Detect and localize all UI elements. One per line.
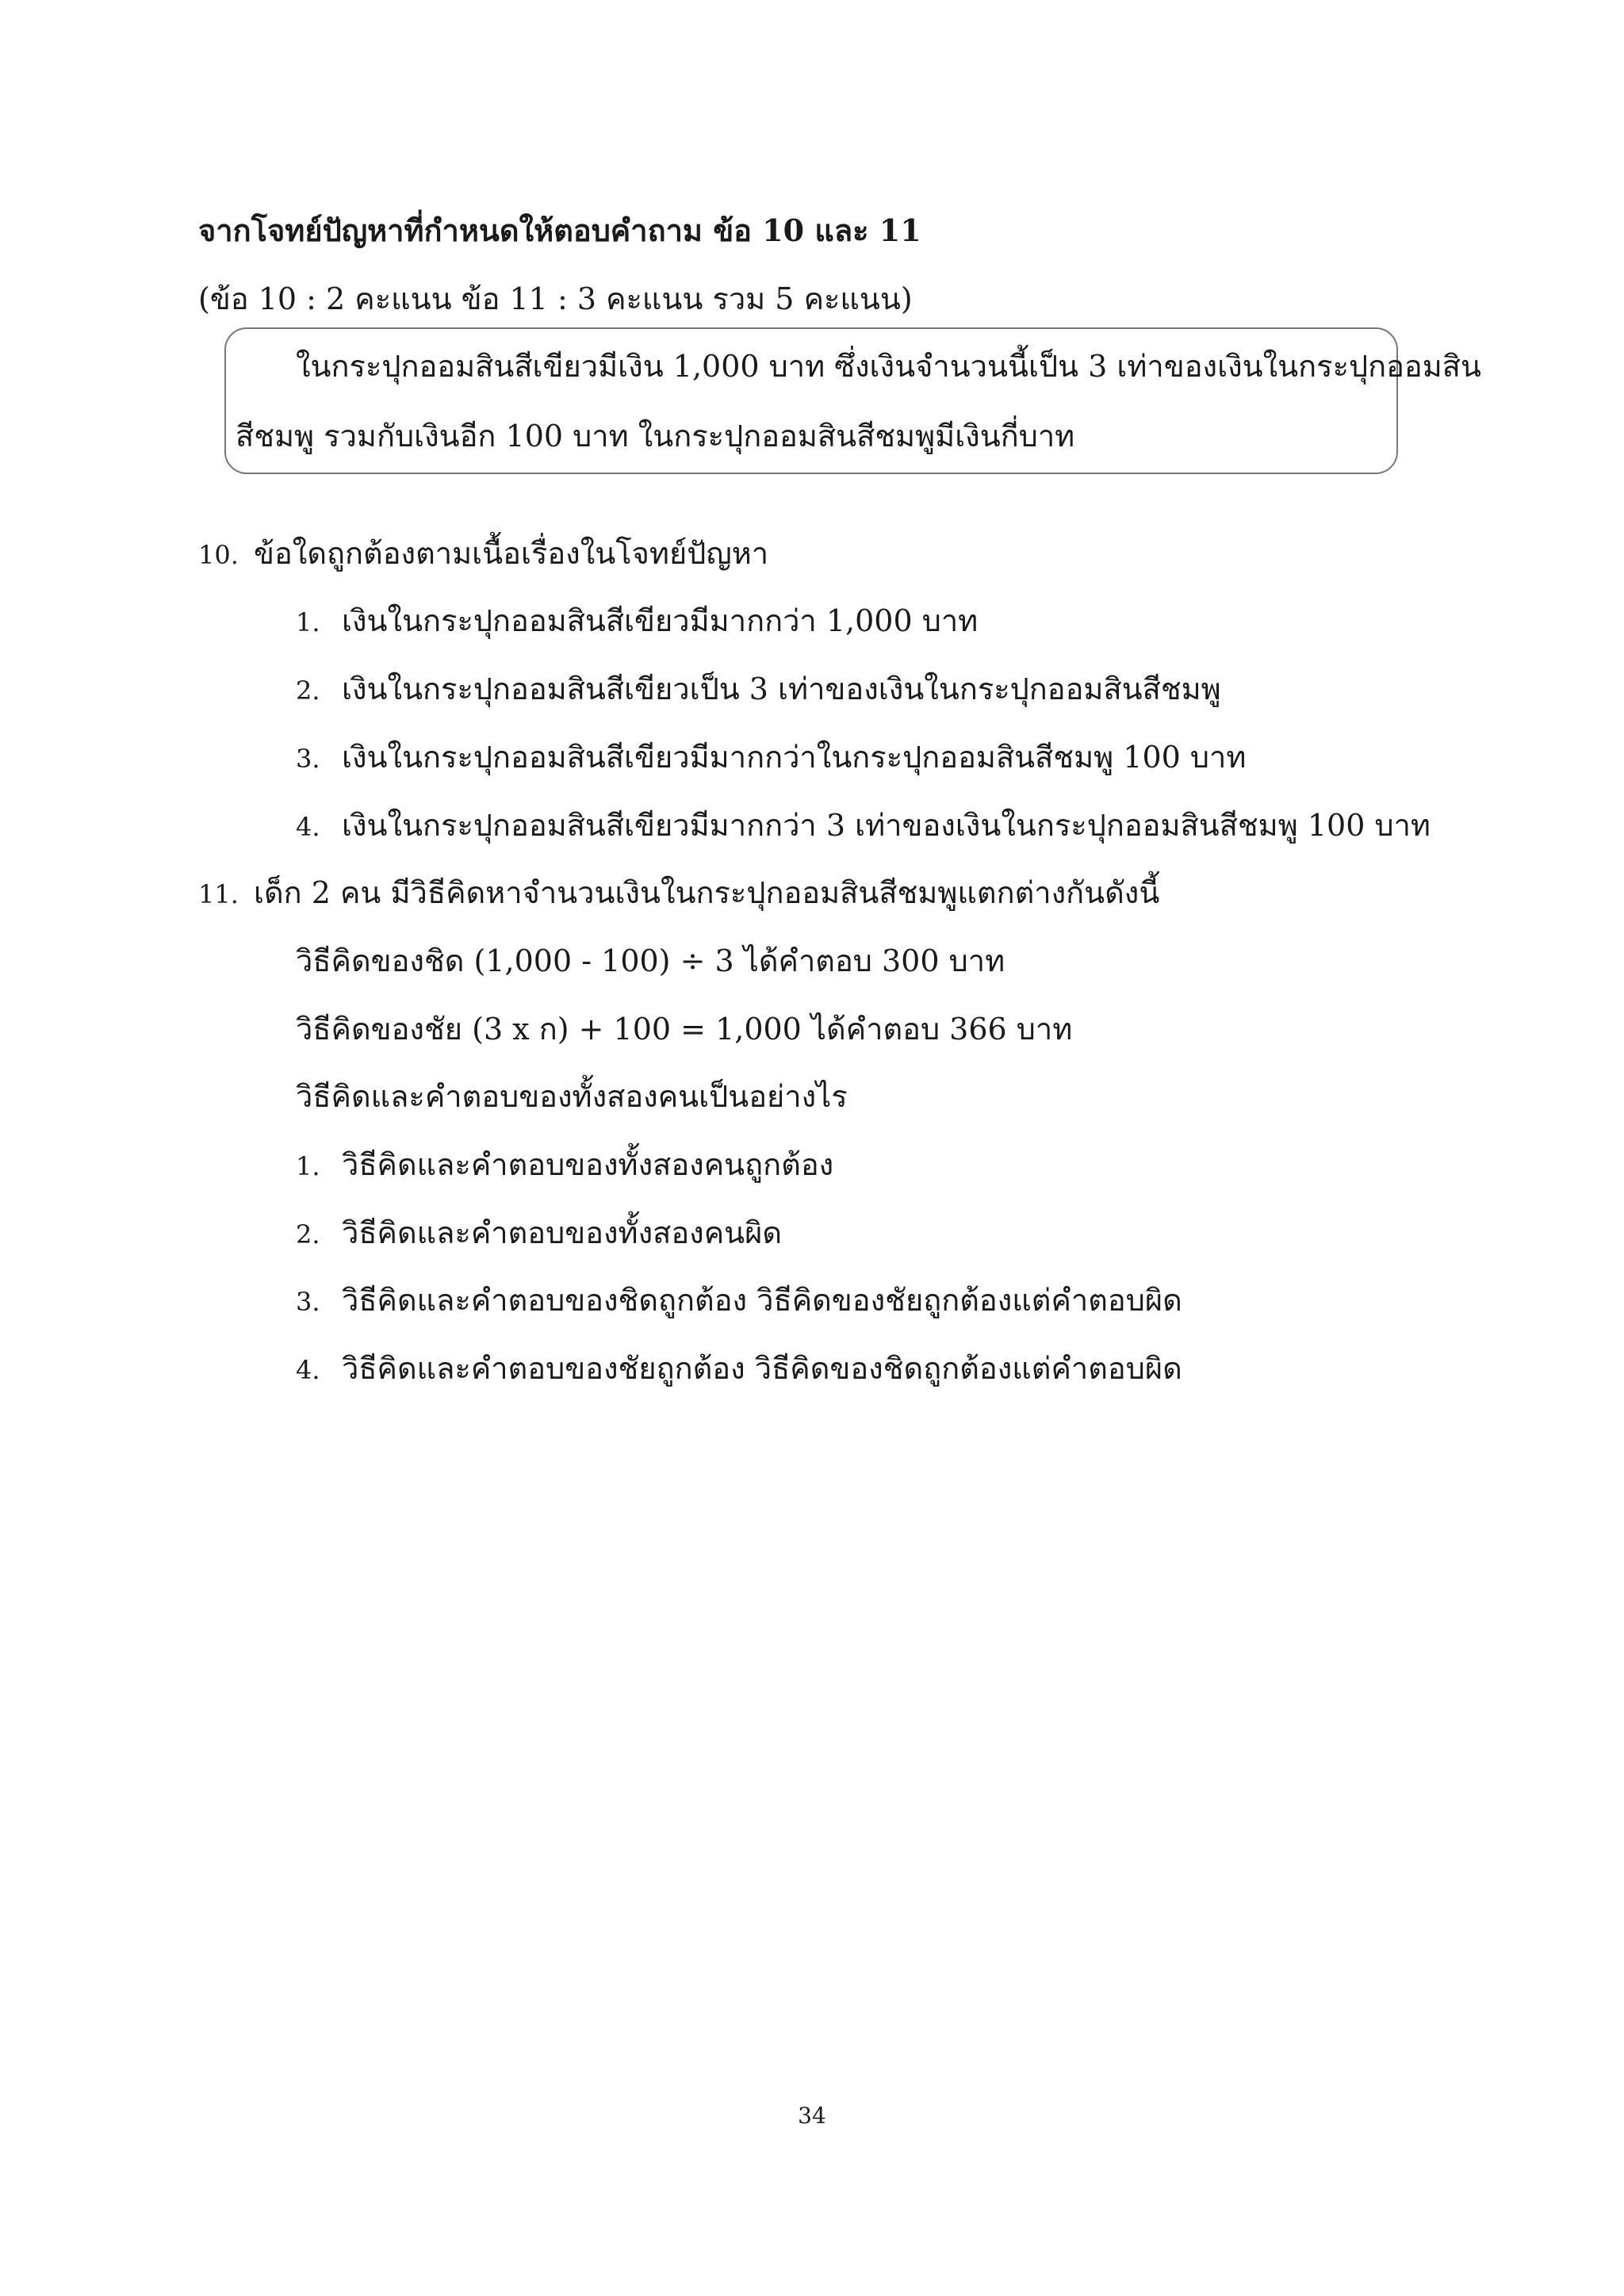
q11-choice-3 (296, 1280, 1182, 1322)
choice-text: เงินในกระปุกออมสินสีเขียวมีมากกว่า 1,000 บาท (342, 603, 979, 638)
q11-choice-1 (296, 1145, 833, 1186)
question-number: 10. (198, 540, 239, 570)
method-chid: วิธีคิดของชิด (1,000 - 100) ÷ 3 ได้คำตอบ 300 บาท (296, 943, 1005, 978)
q10-choice-2 (296, 669, 1221, 710)
question-number: 11. (198, 879, 239, 909)
question-10 (198, 534, 768, 575)
choice-text: เงินในกระปุกออมสินสีเขียวมีมากกว่าในกระปุกออมสินสีชมพู 100 บาท (342, 740, 1247, 775)
q11-prompt: วิธีคิดและคำตอบของทั้งสองคนเป็นอย่างไร (296, 1079, 848, 1114)
q11-choice-4 (296, 1349, 1182, 1390)
choice-number: 3. (296, 1287, 320, 1317)
choice-text: วิธีคิดและคำตอบของชิดถูกต้อง วิธีคิดของชัยถูกต้องแต่คำตอบผิด (342, 1283, 1182, 1318)
q10-choice-3 (296, 737, 1246, 779)
section-title: จากโจทย์ปัญหาที่กำหนดให้ตอบคำถาม ข้อ 10 และ 11 (198, 212, 921, 248)
passage-line-2: สีชมพู รวมกับเงินอีก 100 บาท ในกระปุกออมสินสีชมพูมีเงินกี่บาท (236, 419, 1075, 453)
choice-text: เงินในกระปุกออมสินสีเขียวมีมากกว่า 3 เท่าของเงินในกระปุกออมสินสีชมพู 100 บาท (342, 808, 1431, 843)
choice-number: 4. (296, 1355, 320, 1385)
q10-choice-1 (296, 601, 978, 642)
choice-text: เงินในกระปุกออมสินสีเขียวเป็น 3 เท่าของเงินในกระปุกออมสินสีชมพู (342, 672, 1221, 706)
choice-number: 1. (296, 607, 320, 637)
choice-text: วิธีคิดและคำตอบของทั้งสองคนผิด (342, 1215, 783, 1250)
score-note: (ข้อ 10 : 2 คะแนน ข้อ 11 : 3 คะแนน รวม 5 คะแนน) (198, 281, 913, 316)
choice-text: วิธีคิดและคำตอบของชัยถูกต้อง วิธีคิดของชิดถูกต้องแต่คำตอบผิด (342, 1351, 1182, 1386)
choice-number: 4. (296, 812, 320, 842)
question-11 (198, 873, 1159, 914)
choice-number: 2. (296, 1219, 320, 1249)
question-text: เด็ก 2 คน มีวิธีคิดหาจำนวนเงินในกระปุกออมสินสีชมพูแตกต่างกันดังนี้ (254, 875, 1160, 910)
choice-number: 1. (296, 1151, 320, 1181)
q11-choice-2 (296, 1213, 782, 1254)
passage-line-1: ในกระปุกออมสินสีเขียวมีเงิน 1,000 บาท ซึ่งเงินจำนวนนี้เป็น 3 เท่าของเงินในกระปุกออมสิน (296, 349, 1481, 384)
choice-number: 3. (296, 744, 320, 774)
page-number: 34 (798, 2103, 826, 2129)
method-chai: วิธีคิดของชัย (3 x ก) + 100 = 1,000 ได้คำตอบ 366 บาท (296, 1012, 1073, 1047)
question-text: ข้อใดถูกต้องตามเนื้อเรื่องในโจทย์ปัญหา (254, 536, 769, 571)
choice-number: 2. (296, 675, 320, 706)
q10-choice-4 (296, 806, 1431, 847)
choice-text: วิธีคิดและคำตอบของทั้งสองคนถูกต้อง (342, 1147, 834, 1182)
